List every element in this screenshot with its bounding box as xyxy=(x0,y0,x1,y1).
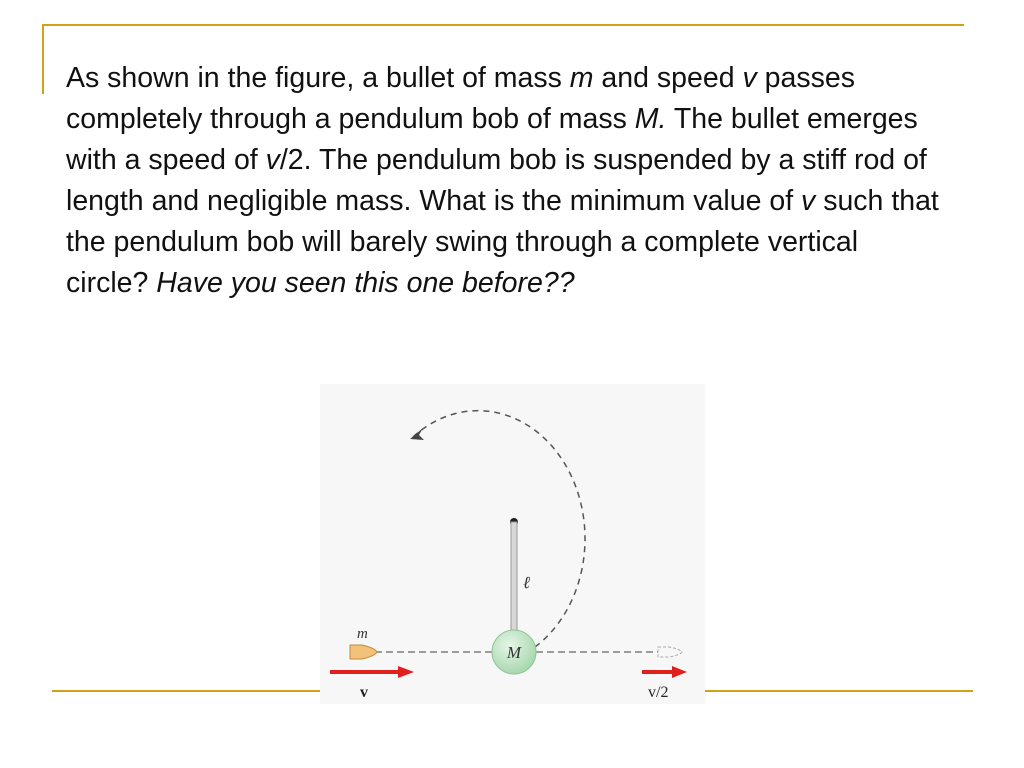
problem-text-5: /2. The pendulum bob is suspended by a stiff rod of length and negligible mass. What is the minimum value of xyxy=(66,144,927,217)
problem-statement xyxy=(66,58,946,304)
problem-text-4: The bullet emerges with a speed of xyxy=(66,103,918,176)
var-v-2: v xyxy=(265,144,280,176)
pendulum-diagram xyxy=(320,384,705,704)
var-M: M. xyxy=(634,103,667,135)
var-v-1: v xyxy=(742,62,757,94)
rod-length-label: ℓ xyxy=(523,573,531,592)
left-accent-bar xyxy=(42,24,44,94)
problem-text-1: As shown in the figure, a bullet of mass xyxy=(66,62,570,94)
tagline: Have you seen this one before?? xyxy=(156,267,575,299)
velocity-out-label: v/2 xyxy=(648,684,669,701)
bottom-divider-left xyxy=(52,690,320,692)
var-m: m xyxy=(569,62,594,94)
bullet-mass-label: m xyxy=(357,626,368,642)
top-divider xyxy=(42,24,964,26)
problem-text-3: passes completely through a pendulum bob of mass xyxy=(66,62,855,135)
var-v-3: v xyxy=(801,185,816,217)
problem-text-2: and speed xyxy=(593,62,743,94)
velocity-in-label: v xyxy=(360,684,368,701)
pendulum-rod xyxy=(511,522,517,637)
bob-mass-label: M xyxy=(506,643,522,662)
bottom-divider-right xyxy=(705,690,973,692)
pendulum-figure xyxy=(320,384,705,704)
problem-text-6: such that the pendulum bob will barely swing through a complete vertical circle? xyxy=(66,185,939,299)
